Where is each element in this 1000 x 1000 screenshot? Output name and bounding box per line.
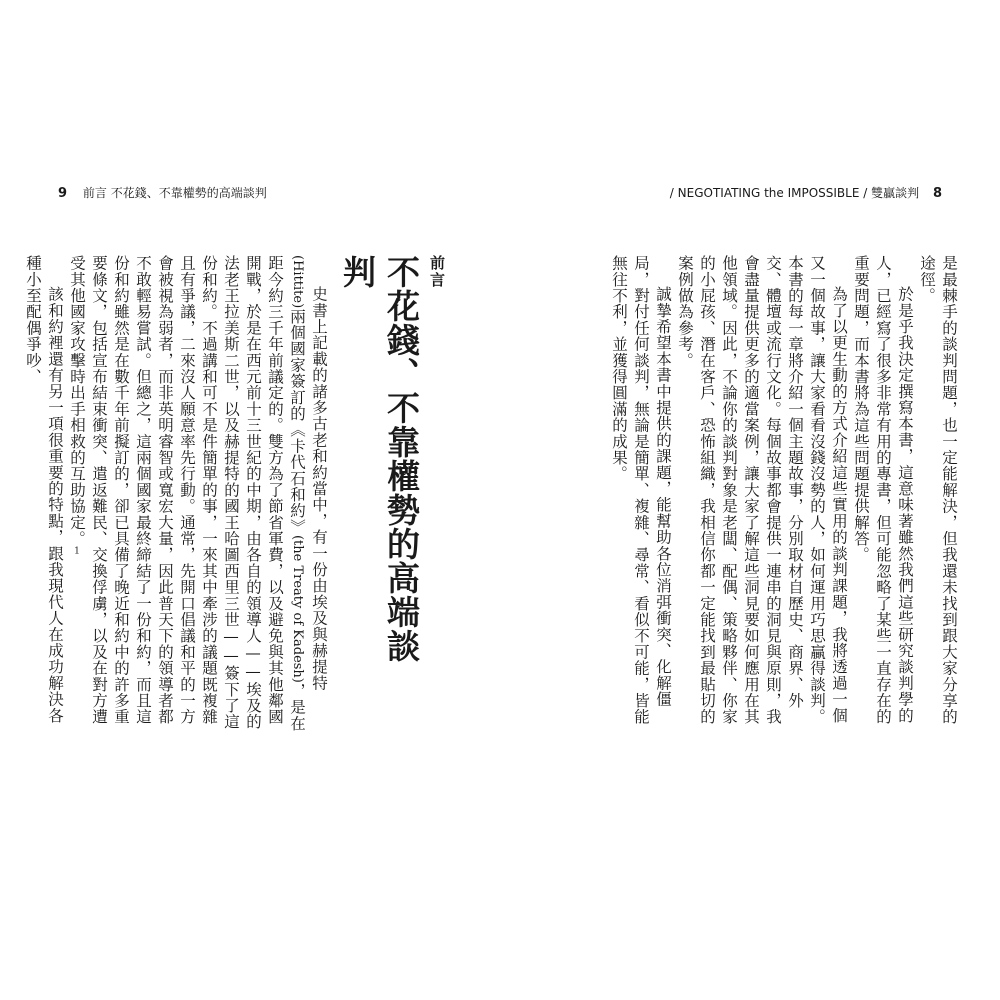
right-page-number: 8 xyxy=(932,186,942,201)
hittite-term: (Hittite) xyxy=(290,255,305,309)
left-paragraph-1: 史書上記載的諸多古老和約當中，有一份由埃及與赫提特(Hittite)兩個國家簽訂的《卡代石和約》(the Treaty of Kadesh)，是在距今約三千年前議定的。雙方為了節省軍費，以及避免與其他鄰國開戰，於是在西元前十三世紀的中期，由各自的領導人——埃及的法老王拉美斯二世，以及赫提特的國王哈圖西里三世——簽下了這份和約。不過講和可不是件簡單的事，一來其中牽涉的議題既複雜且有爭議，二來沒人願意率先行動。通常，先開口倡議和平的一方會被視為弱者，而非英明睿智或寬宏大量，因此普天下的領導者都不敢輕易嘗試。但總之，這兩個國家最終締結了一份和約，而且這份和約雖然是在數千年前擬訂的，卻已具備了晚近和約中的許多重要條文，包括宣布結束衝突、遣返難民、交換俘虜，以及在對方遭受其他國家攻擊時出手相救的互助協定。1 xyxy=(68,255,328,732)
right-body-text xyxy=(520,255,960,735)
right-paragraph-3: 為了以更生動的方式介紹這些實用的談判課題，我將透過一個又一個故事，讓大家看看沒錢沒勢的人，如何運用巧思贏得談判。本書的每一章將介紹一個主題故事，分別取材自歷史、商界、外交、體壇或流行文化。每個故事都會提供一連串的洞見與原則，我會盡量提供更多的適當案例，讓大家了解這些洞見要如何應用在其他領域。因此，不論你的談判對象是老闆、配偶、策略夥伴、你家的小屁孩、潛在客戶、恐怖組織，我相信你都一定能找到最貼切的案例做為參考。 xyxy=(676,255,848,725)
right-header-title: 雙贏談判 xyxy=(871,186,920,200)
right-header-prefix: / NEGOTIATING the IMPOSSIBLE / xyxy=(669,186,868,200)
right-paragraph-2: 於是乎我決定撰寫本書，這意味著雖然我們這些研究談判學的人，已經寫了很多非常有用的專書，但可能忽略了某些一直存在的重要問題，而本書將為這些問題提供解答。 xyxy=(852,255,914,725)
left-header-title: 前言 不花錢、不靠權勢的高端談判 xyxy=(82,186,267,200)
left-running-header xyxy=(58,184,267,201)
right-paragraph-4: 誠摯希望本書中提供的課題，能幫助各位消弭衝突、化解僵局，對付任何談判，無論是簡單、複雜、尋常、看似不可能，皆能無往不利，並獲得圓滿的成果。 xyxy=(610,255,672,725)
chapter-title-block xyxy=(338,255,448,675)
right-running-header xyxy=(670,184,942,201)
chapter-title: 不花錢、不靠權勢的高端談判 xyxy=(338,255,421,663)
right-paragraph-1: 是最棘手的談判問題，也一定能解決，但我還未找到跟大家分享的途徑。 xyxy=(918,255,958,725)
left-page-number: 9 xyxy=(58,186,68,201)
treaty-term: (the Treaty of Kadesh) xyxy=(290,534,305,683)
chapter-label: 前言 xyxy=(428,255,446,289)
left-paragraph-2: 該和約裡還有另一項很重要的特點，跟我現代人在成功解決各種小至配偶爭吵、 xyxy=(24,255,64,724)
footnote-marker: 1 xyxy=(72,546,82,558)
left-body-text xyxy=(24,255,330,735)
right-page xyxy=(520,255,960,735)
left-page xyxy=(24,255,480,735)
